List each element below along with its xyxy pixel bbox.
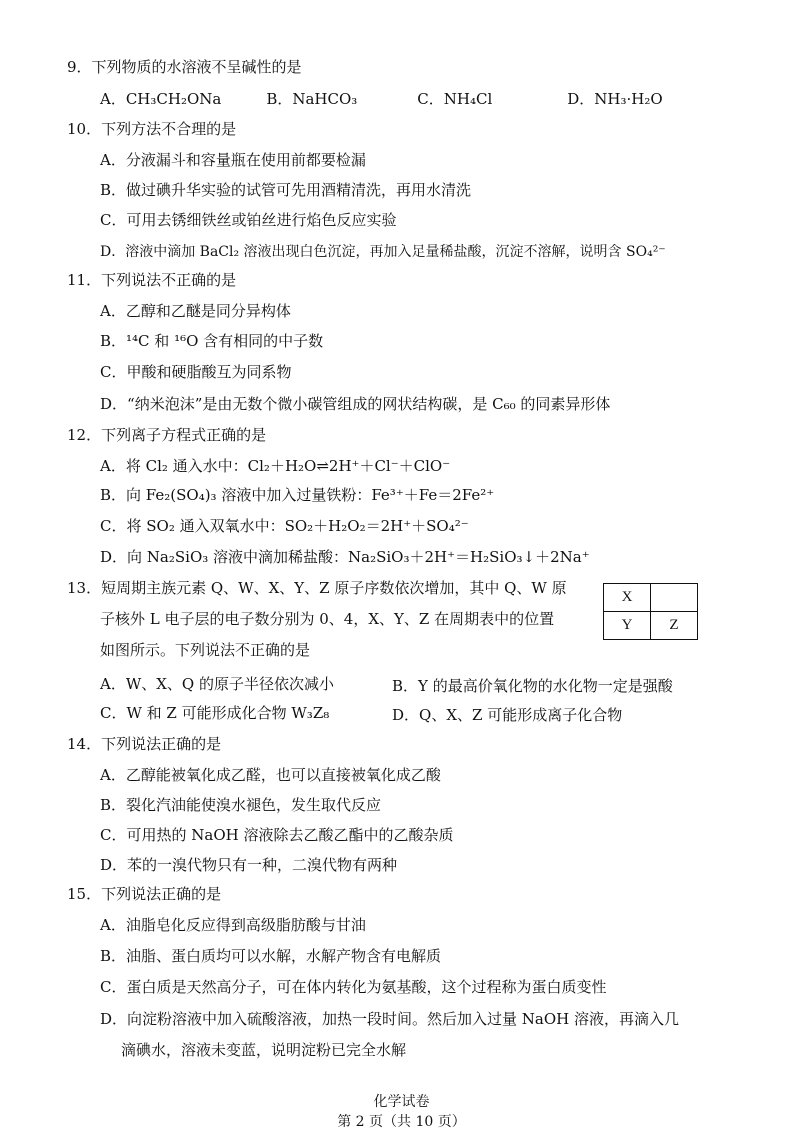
q13-periodic-table-fragment <box>603 583 698 640</box>
q13-stem-line2: 子核外 L 电子层的电子数分别为 0、4，X、Y、Z 在周期表中的位置 <box>100 610 555 628</box>
q10-stem: 10．下列方法不合理的是 <box>67 120 237 138</box>
q10-option-b: B．做过碘升华实验的试管可先用酒精清洗，再用水清洗 <box>100 181 472 199</box>
q13-cell-x: X <box>604 584 651 612</box>
q12-option-a: A．将 Cl₂ 通入水中：Cl₂＋H₂O⇌2H⁺＋Cl⁻＋ClO⁻ <box>100 457 451 475</box>
q9-stem: 9．下列物质的水溶液不呈碱性的是 <box>67 58 302 76</box>
q13-stem-line3: 如图所示。下列说法不正确的是 <box>100 641 311 659</box>
q12-stem: 12．下列离子方程式正确的是 <box>67 426 267 444</box>
q11-option-a: A．乙醇和乙醚是同分异构体 <box>100 302 291 320</box>
q14-option-b: B．裂化汽油能使溴水褪色，发生取代反应 <box>100 796 382 814</box>
q15-stem: 15．下列说法正确的是 <box>67 885 222 903</box>
q15-option-c: C．蛋白质是天然高分子，可在体内转化为氨基酸，这个过程称为蛋白质变性 <box>100 978 607 996</box>
q12-option-d: D．向 Na₂SiO₃ 溶液中滴加稀盐酸：Na₂SiO₃＋2H⁺＝H₂SiO₃↓＋2Na⁺ <box>100 548 590 566</box>
q11-option-b: B．¹⁴C 和 ¹⁶O 含有相同的中子数 <box>100 332 324 350</box>
q13-cell-z: Z <box>651 612 698 640</box>
q10-option-d: D．溶液中滴加 BaCl₂ 溶液出现白色沉淀，再加入足量稀盐酸，沉淀不溶解，说明含 SO₄²⁻ <box>100 244 666 260</box>
q12-option-b: B．向 Fe₂(SO₄)₃ 溶液中加入过量铁粉：Fe³⁺＋Fe＝2Fe²⁺ <box>100 486 495 504</box>
q10-option-a: A．分液漏斗和容量瓶在使用前都要检漏 <box>100 151 366 169</box>
q13-option-b: B．Y 的最高价氧化物的水化物一定是强酸 <box>392 677 673 695</box>
q13-option-a: A．W、X、Q 的原子半径依次减小 <box>100 675 334 693</box>
q12-option-c: C．将 SO₂ 通入双氧水中：SO₂＋H₂O₂＝2H⁺＋SO₄²⁻ <box>100 517 469 535</box>
q13-stem-line1: 13．短周期主族元素 Q、W、X、Y、Z 原子序数依次增加，其中 Q、W 原 <box>67 579 567 597</box>
q15-option-b: B．油脂、蛋白质均可以水解，水解产物含有电解质 <box>100 947 442 965</box>
q11-option-c: C．甲酸和硬脂酸互为同系物 <box>100 363 292 381</box>
q11-stem: 11．下列说法不正确的是 <box>67 271 237 289</box>
q9-options: A．CH₃CH₂ONa B．NaHCO₃ C．NH₄Cl D．NH₃·H₂O <box>100 90 663 108</box>
q13-option-d: D．Q、X、Z 可能形成离子化合物 <box>392 706 623 724</box>
footer-subject: 化学试卷 <box>373 1094 430 1110</box>
page-footer <box>0 1075 794 1131</box>
q14-stem: 14．下列说法正确的是 <box>67 735 222 753</box>
q14-option-c: C．可用热的 NaOH 溶液除去乙酸乙酯中的乙酸杂质 <box>100 826 454 844</box>
q15-option-a: A．油脂皂化反应得到高级脂肪酸与甘油 <box>100 916 366 934</box>
q13-option-c: C．W 和 Z 可能形成化合物 W₃Z₈ <box>100 704 330 722</box>
q13-cell-empty <box>651 584 698 612</box>
q15-option-d-line1: D．向淀粉溶液中加入硫酸溶液，加热一段时间。然后加入过量 NaOH 溶液，再滴入几 <box>100 1010 680 1028</box>
q14-option-d: D．苯的一溴代物只有一种，二溴代物有两种 <box>100 856 398 874</box>
q10-option-c: C．可用去锈细铁丝或铂丝进行焰色反应实验 <box>100 211 397 229</box>
footer-page-number: 第 2 页（共 10 页） <box>337 1114 466 1130</box>
q15-option-d-line2: 滴碘水，溶液未变蓝，说明淀粉已完全水解 <box>121 1041 407 1059</box>
q14-option-a: A．乙醇能被氧化成乙醛，也可以直接被氧化成乙酸 <box>100 766 441 784</box>
q13-cell-y: Y <box>604 612 651 640</box>
q11-option-d: D．“纳米泡沫”是由无数个微小碳管组成的网状结构碳，是 C₆₀ 的同素异形体 <box>100 395 611 413</box>
